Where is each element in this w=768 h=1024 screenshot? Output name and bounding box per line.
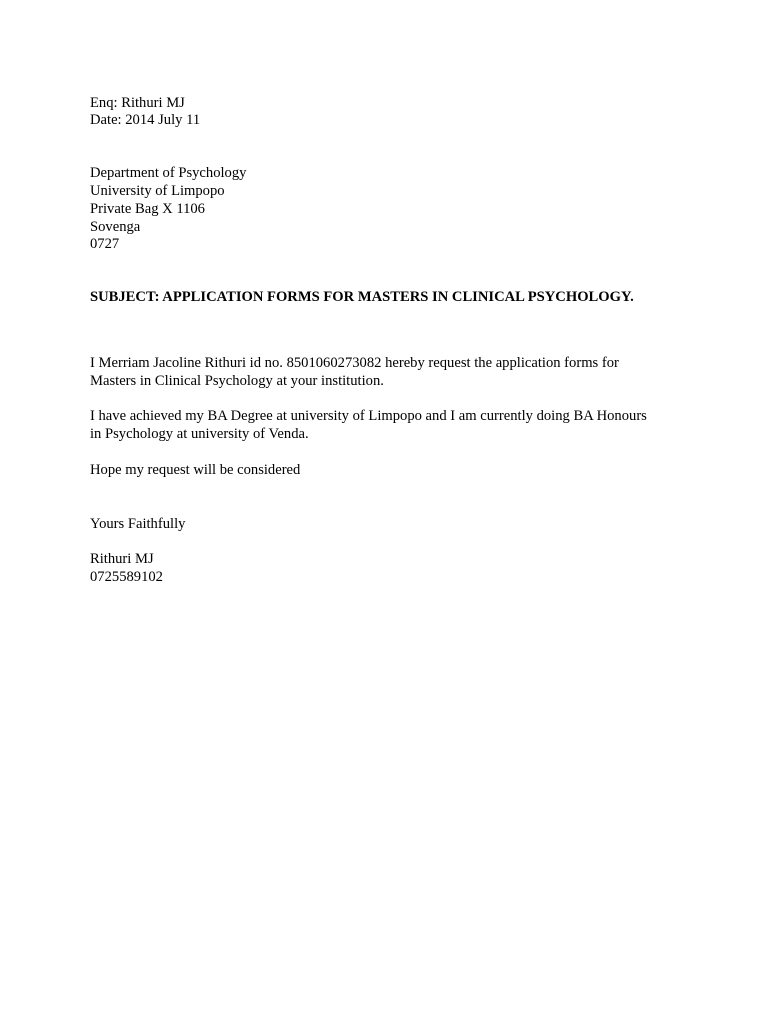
- signatory-name: Rithuri MJ: [90, 551, 154, 567]
- recipient-department: Department of Psychology: [90, 165, 247, 181]
- body-paragraph-2-line-2: in Psychology at university of Venda.: [90, 426, 309, 442]
- body-paragraph-1-line-1: I Merriam Jacoline Rithuri id no. 8501060273082 hereby request the application forms for: [90, 355, 619, 371]
- subject-line: SUBJECT: APPLICATION FORMS FOR MASTERS IN CLINICAL PSYCHOLOGY.: [90, 289, 634, 305]
- enquiry-line: Enq: Rithuri MJ: [90, 95, 185, 111]
- recipient-town: Sovenga: [90, 219, 141, 235]
- body-paragraph-2-line-1: I have achieved my BA Degree at university of Limpopo and I am currently doing BA Honours: [90, 408, 647, 424]
- recipient-postal-box: Private Bag X 1106: [90, 201, 205, 217]
- closing-salutation: Yours Faithfully: [90, 516, 186, 532]
- body-paragraph-3: Hope my request will be considered: [90, 462, 301, 478]
- date-line: Date: 2014 July 11: [90, 112, 201, 128]
- signatory-phone: 0725589102: [90, 569, 163, 585]
- recipient-postal-code: 0727: [90, 236, 120, 252]
- recipient-university: University of Limpopo: [90, 183, 225, 199]
- body-paragraph-1-line-2: Masters in Clinical Psychology at your institution.: [90, 373, 384, 389]
